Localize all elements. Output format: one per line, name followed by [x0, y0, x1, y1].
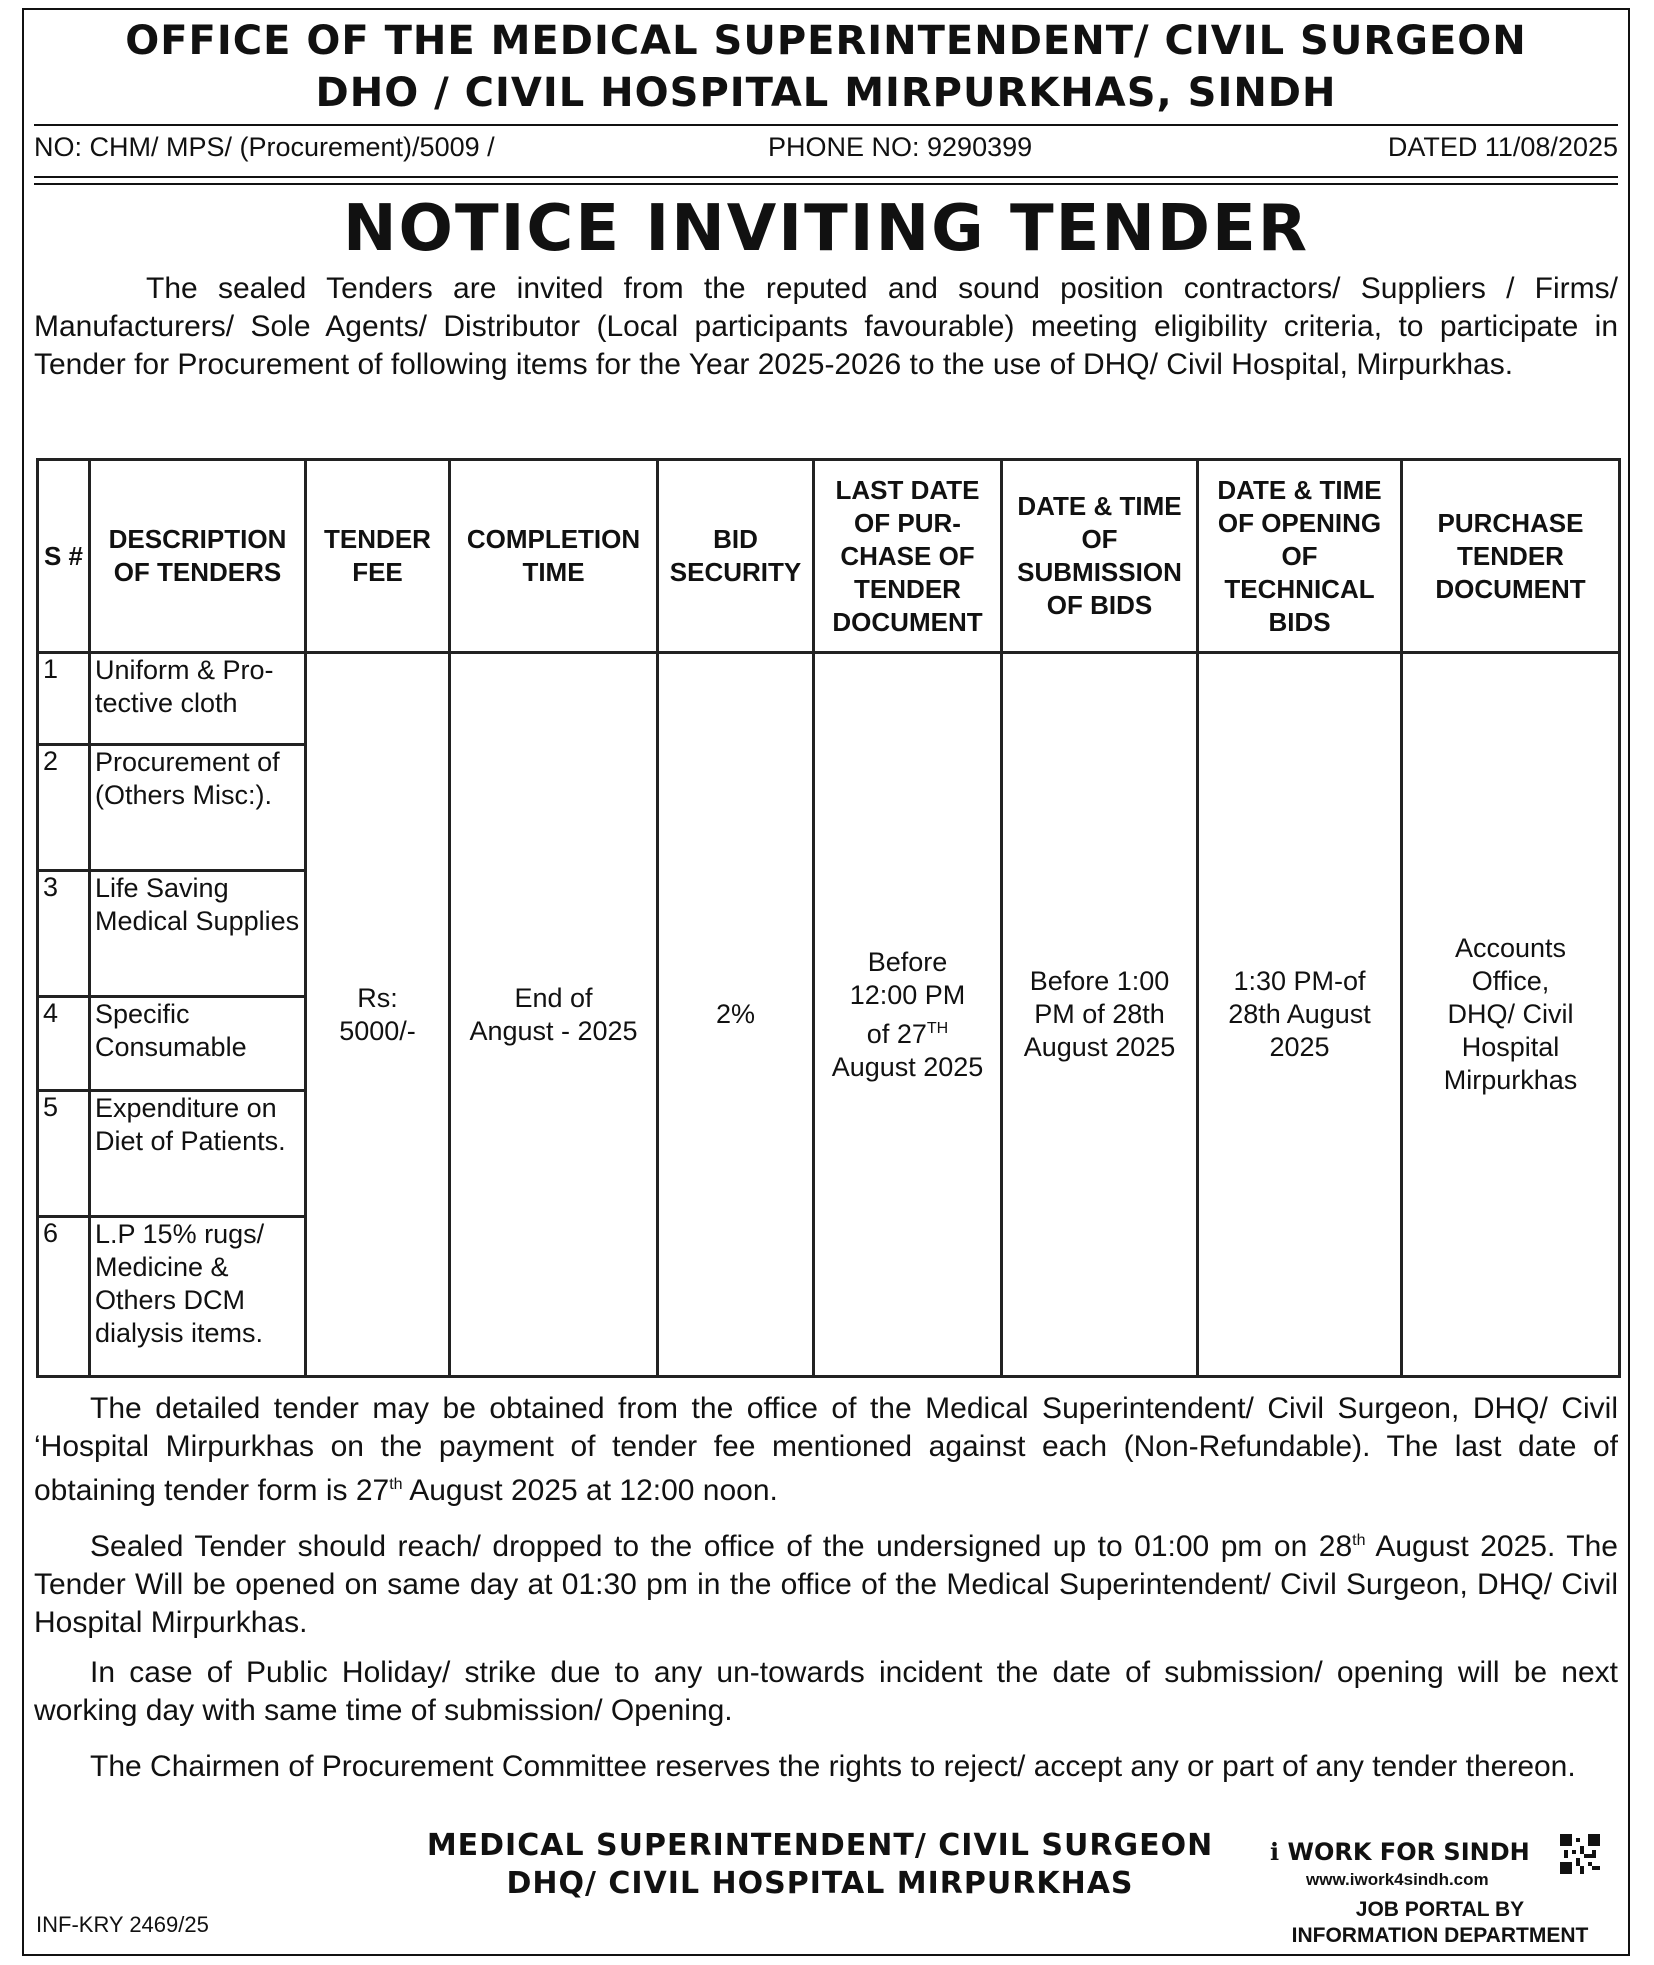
inf-reference: INF-KRY 2469/25 [36, 1912, 209, 1937]
paragraph-holiday: In case of Public Holiday/ strike due to any un-towards incident the date of submission/ opening will be next working day with same time of submission/ Opening. [34, 1656, 1618, 1727]
header-sn: S # [38, 460, 90, 653]
header-description: DESCRIPTION OF TENDERS [90, 460, 306, 653]
header-completion: COMPLETION TIME [450, 460, 658, 653]
paragraph-tender-details [34, 1390, 1618, 1510]
superscript: th [389, 1476, 403, 1493]
completion-time-cell [450, 653, 658, 1377]
row-description: Specific Consumable [90, 997, 306, 1091]
last-date-line-3: of 27 [866, 1018, 927, 1049]
last-date-superscript: TH [926, 1019, 949, 1037]
purchase-line-2: Office, [1471, 966, 1550, 996]
paragraph-text: Sealed Tender should reach/ dropped to the office of the undersigned up to 01:00 pm on 28 [90, 1530, 1353, 1563]
opening-cell [1198, 653, 1402, 1377]
row-sn: 4 [38, 997, 90, 1091]
purchase-line-3: DHQ/ Civil [1447, 999, 1574, 1029]
reference-number: NO: CHM/ MPS/ (Procurement)/5009 / [34, 132, 495, 162]
header-last-date: LAST DATE OF PUR-CHASE OF TENDER DOCUMENT [814, 460, 1002, 653]
purchase-line-1: Accounts [1454, 933, 1567, 963]
opening-line-2: 28th August [1228, 999, 1371, 1029]
tender-table [36, 458, 1621, 1378]
row-sn: 1 [38, 653, 90, 745]
qr-code-icon [1560, 1834, 1600, 1874]
portal-url: www.iwork4sindh.com [1306, 1870, 1489, 1889]
submission-cell [1002, 653, 1198, 1377]
row-sn: 3 [38, 871, 90, 997]
row-sn: 6 [38, 1217, 90, 1377]
phone-number: PHONE NO: 9290399 [768, 132, 1033, 162]
paragraph-chairmen: The Chairmen of Procurement Committee reserves the rights to reject/ accept any or part of any tender thereon. [90, 1750, 1576, 1783]
info-icon: ℹ [1270, 1838, 1280, 1866]
completion-line-2: Angust - 2025 [469, 1015, 638, 1046]
row-description: Procurement of (Others Misc:). [90, 745, 306, 871]
submission-line-3: August 2025 [1023, 1032, 1176, 1062]
paragraph-submission [34, 1522, 1618, 1642]
job-portal-badge [1270, 1830, 1610, 1950]
header-opening: DATE & TIME OF OPENING OF TECHNICAL BIDS [1198, 460, 1402, 653]
notice-title: NOTICE INVITING TENDER [342, 192, 1310, 266]
last-date-cell [814, 653, 1002, 1377]
fee-amount: 5000/- [339, 1015, 416, 1046]
last-date-line-4: August 2025 [831, 1051, 984, 1082]
paragraph-text: August 2025. The Tender Will be opened on same day at 01:30 pm in the office of the Medical Superintendent/ Civil Surgeon, DHQ/ Civil Hospital Mirpurkhas. [34, 1530, 1618, 1639]
portal-line-1: JOB PORTAL BY [1355, 1898, 1525, 1921]
tender-fee-cell [306, 653, 450, 1377]
purchase-line-5: Mirpurkhas [1443, 1065, 1578, 1095]
row-sn: 5 [38, 1091, 90, 1217]
submission-line-1: Before 1:00 [1029, 966, 1170, 996]
bid-security-cell: 2% [658, 653, 814, 1377]
hospital-heading: DHO / CIVIL HOSPITAL MIRPURKHAS, SINDH [315, 70, 1337, 116]
signature-title: MEDICAL SUPERINTENDENT/ CIVIL SURGEON [426, 1828, 1214, 1863]
paragraph-text: August 2025 at 12:00 noon. [402, 1474, 778, 1507]
divider [34, 183, 1618, 185]
divider [34, 124, 1618, 126]
header-fee: TENDER FEE [306, 460, 450, 653]
divider [34, 176, 1618, 178]
completion-line-1: End of [514, 982, 593, 1013]
submission-line-2: PM of 28th [1034, 999, 1165, 1029]
row-description: Expenditure on Diet of Patients. [90, 1091, 306, 1217]
signature-office: DHQ/ CIVIL HOSPITAL MIRPURKHAS [506, 1866, 1134, 1901]
row-description: Uniform & Pro-tective cloth [90, 653, 306, 745]
intro-paragraph: The sealed Tenders are invited from the reputed and sound position contractors/ Suppliers / Firms/ Manufacturers/ Sole Agents/ Distributor (Local participants favourable) meeting eligibility criteria, to participate in Tender for Procurement of following items for the Year 2025-2026 to the use of DHQ/ Civil Hospital, Mirpurkhas. [34, 272, 1618, 381]
portal-line-2: INFORMATION DEPARTMENT [1291, 1924, 1589, 1947]
purchase-document-cell [1402, 653, 1620, 1377]
header-purchase: PURCHASE TENDER DOCUMENT [1402, 460, 1620, 653]
purchase-line-4: Hospital [1461, 1032, 1560, 1062]
row-sn: 2 [38, 745, 90, 871]
last-date-line-1: Before [867, 946, 948, 977]
reference-line [34, 132, 1618, 168]
fee-label: Rs: [357, 982, 398, 1013]
row-description: L.P 15% rugs/ Medicine & Others DCM dialysis items. [90, 1217, 306, 1377]
last-date-line-2: 12:00 PM [849, 979, 966, 1010]
superscript: th [1352, 1532, 1366, 1549]
opening-line-1: 1:30 PM-of [1233, 966, 1366, 996]
header-submission: DATE & TIME OF SUBMISSION OF BIDS [1002, 460, 1198, 653]
header-security: BID SECURITY [658, 460, 814, 653]
table-header-row [38, 460, 1620, 653]
notice-date: DATED 11/08/2025 [1387, 132, 1618, 162]
portal-name: WORK FOR SINDH [1287, 1838, 1530, 1866]
portal-logo [1270, 1838, 1530, 1866]
paragraph-text: The detailed tender may be obtained from the office of the Medical Superintendent/ Civil Surgeon, DHQ/ Civil ‘Hospital Mirpurkhas on the payment of tender fee mentioned against each (Non-Refundable). The last date of obtaining tender form is 27 [34, 1392, 1618, 1507]
table-row [38, 653, 1620, 745]
office-heading: OFFICE OF THE MEDICAL SUPERINTENDENT/ CIVIL SURGEON [125, 18, 1527, 64]
opening-line-3: 2025 [1269, 1032, 1330, 1062]
row-description: Life Saving Medical Supplies [90, 871, 306, 997]
